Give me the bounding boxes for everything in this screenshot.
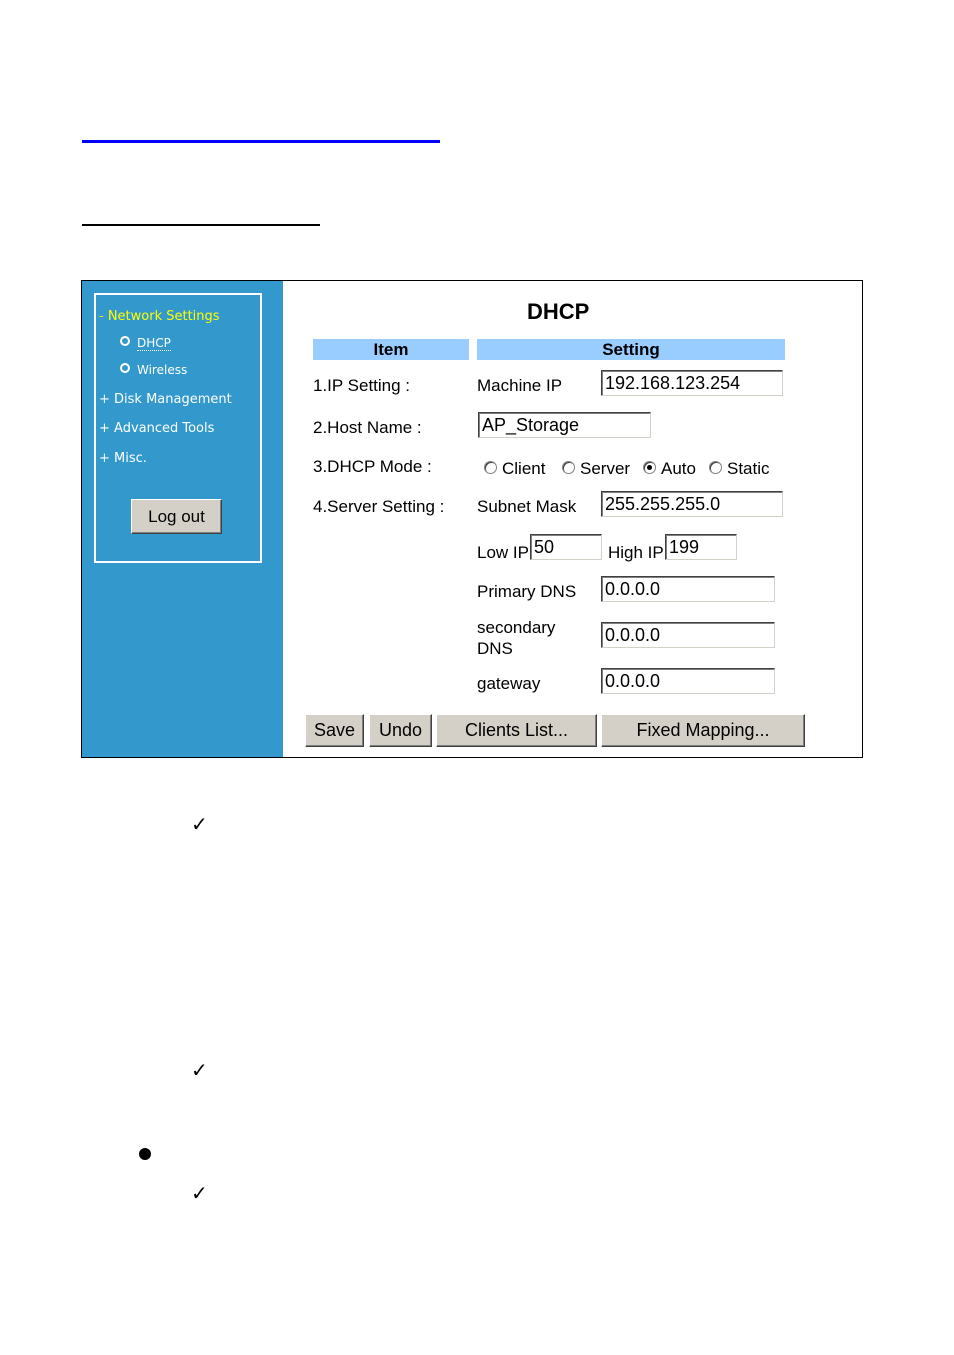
machine-ip-input[interactable]: 192.168.123.254 xyxy=(601,370,783,396)
gateway-label: gateway xyxy=(477,674,541,693)
sidebar-item-label: + Advanced Tools xyxy=(99,421,215,436)
checkmark-icon: ✓ xyxy=(191,1181,208,1205)
option-label: Static xyxy=(727,459,770,478)
sidebar-item-label: - Network Settings xyxy=(99,309,220,324)
dhcp-mode-label: 3.DHCP Mode : xyxy=(313,457,432,476)
radio-button-icon[interactable] xyxy=(709,461,722,474)
sidebar-item-network-settings[interactable] xyxy=(99,309,220,324)
server-setting-label: 4.Server Setting : xyxy=(313,497,445,516)
underline-link-line xyxy=(82,140,440,143)
undo-button[interactable]: Undo xyxy=(369,714,432,747)
primary-dns-label: Primary DNS xyxy=(477,582,577,601)
low-ip-label: Low IP xyxy=(477,543,529,562)
host-name-label: 2.Host Name : xyxy=(313,418,422,437)
high-ip-label: High IP xyxy=(608,543,664,562)
ip-setting-label: 1.IP Setting : xyxy=(313,376,411,395)
sidebar-item-disk-management[interactable] xyxy=(99,392,232,407)
machine-ip-label: Machine IP xyxy=(477,376,563,395)
underline-rule xyxy=(82,224,320,226)
logout-button[interactable]: Log out xyxy=(131,499,222,534)
sidebar-item-wireless[interactable] xyxy=(120,363,187,377)
option-label: Client xyxy=(502,459,546,478)
radio-button-selected-icon[interactable] xyxy=(643,461,656,474)
dhcp-mode-auto-option[interactable] xyxy=(643,459,696,479)
option-label: Server xyxy=(580,459,631,478)
radio-button-icon[interactable] xyxy=(562,461,575,474)
subnet-mask-label: Subnet Mask xyxy=(477,497,577,516)
sidebar-item-advanced-tools[interactable] xyxy=(99,421,214,436)
gateway-input[interactable]: 0.0.0.0 xyxy=(601,668,775,694)
sidebar-item-label: + Disk Management xyxy=(99,392,232,407)
host-name-input[interactable]: AP_Storage xyxy=(478,412,651,438)
primary-dns-input[interactable]: 0.0.0.0 xyxy=(601,576,775,602)
dhcp-mode-static-option[interactable] xyxy=(709,459,770,479)
checkmark-icon: ✓ xyxy=(191,1058,208,1082)
column-header-item: Item xyxy=(313,339,469,360)
save-button[interactable]: Save xyxy=(305,714,364,747)
secondary-dns-label-line2: DNS xyxy=(477,639,513,658)
fixed-mapping-button[interactable]: Fixed Mapping... xyxy=(601,714,805,747)
column-header-setting: Setting xyxy=(477,339,785,360)
clients-list-button[interactable]: Clients List... xyxy=(436,714,597,747)
sidebar-item-dhcp[interactable] xyxy=(120,336,171,350)
checkmark-icon: ✓ xyxy=(191,812,208,836)
dhcp-mode-server-option[interactable] xyxy=(562,459,630,479)
sidebar xyxy=(82,281,283,757)
radio-button-icon[interactable] xyxy=(484,461,497,474)
sidebar-item-misc[interactable] xyxy=(99,451,147,466)
option-label: Auto xyxy=(661,459,696,478)
dhcp-settings-panel xyxy=(283,281,862,757)
bullet-icon xyxy=(139,1148,151,1160)
dhcp-mode-client-option[interactable] xyxy=(484,459,545,479)
sidebar-item-label: Wireless xyxy=(137,363,188,377)
radio-dot-icon xyxy=(120,363,130,373)
secondary-dns-input[interactable]: 0.0.0.0 xyxy=(601,622,775,648)
sidebar-menu xyxy=(94,293,262,563)
page-title: DHCP xyxy=(527,299,590,324)
router-config-window xyxy=(81,280,863,758)
subnet-mask-input[interactable]: 255.255.255.0 xyxy=(601,491,783,517)
sidebar-item-label: DHCP xyxy=(137,336,171,350)
high-ip-input[interactable]: 199 xyxy=(665,534,737,560)
low-ip-input[interactable]: 50 xyxy=(530,534,602,560)
radio-dot-icon xyxy=(120,336,130,346)
sidebar-item-label: + Misc. xyxy=(99,451,147,466)
secondary-dns-label-line1: secondary xyxy=(477,618,556,637)
